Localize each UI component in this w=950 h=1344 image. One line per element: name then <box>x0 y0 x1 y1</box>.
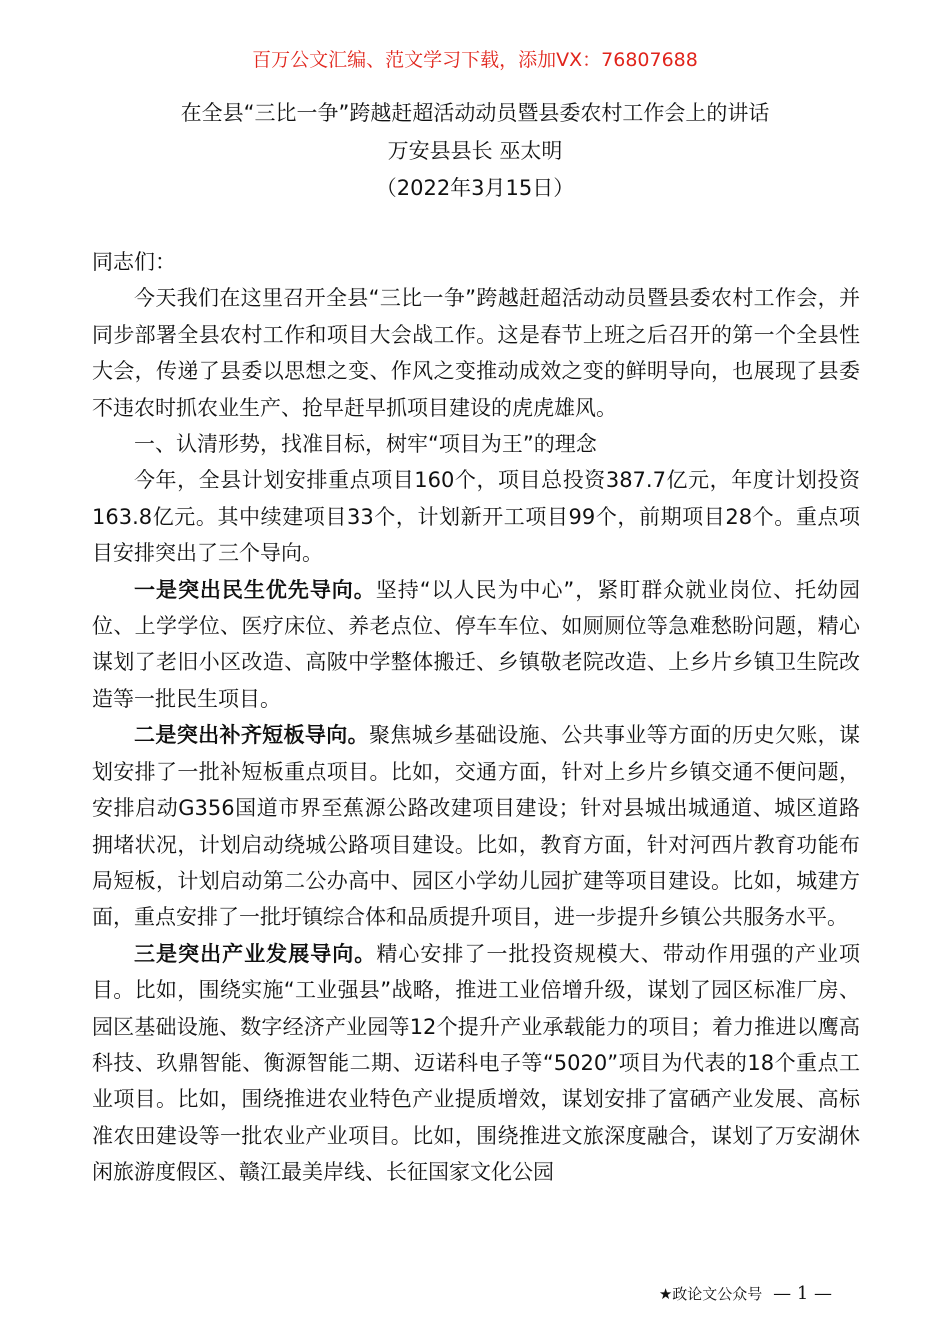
paragraph-livelihood <box>92 572 860 718</box>
section-heading-1: 一、认清形势，找准目标，树牢“项目为王”的理念 <box>134 432 597 457</box>
date-line: （2022年3月15日） <box>375 176 575 200</box>
document-title: 在全县“三比一争”跨越赶超活动动员暨县委农村工作会上的讲话 <box>180 101 770 125</box>
text-shortboard: 聚焦城乡基础设施、公共事业等方面的历史欠账，谋划安排了一批补短板重点项目。比如，交通方面，针对上乡片乡镇交通不便问题，安排启动G356国道市界至蕉源公路改建项目建设；针对县城出城通道、城区道路拥堵状况，计划启动绕城公路项目建设。比如，教育方面，针对河西片教育功能布局短板，计划启动第二公办高中、园区小学幼儿园扩建等项目建设。比如，城建方面，重点安排了一批圩镇综合体和品质提升项目，进一步提升乡镇公共服务水平。 <box>92 723 860 930</box>
lead-shortboard: 二是突出补齐短板导向。 <box>134 723 369 748</box>
lead-industry: 三是突出产业发展导向。 <box>134 941 377 966</box>
lead-livelihood: 一是突出民生优先导向。 <box>134 577 376 602</box>
text-livelihood: 坚持“以人民为中心”，紧盯群众就业岗位、托幼园位、上学学位、医疗床位、养老点位、停车车位、如厕厕位等急难愁盼问题，精心谋划了老旧小区改造、高陂中学整体搬迁、乡镇敬老院改造、上乡片乡镇卫生院改造等一批民生项目。 <box>92 577 860 711</box>
text-industry: 精心安排了一批投资规模大、带动作用强的产业项目。比如，围绕实施“工业强县”战略，推进工业倍增升级，谋划了园区标准厂房、园区基础设施、数字经济产业园等12个提升产业承载能力的项目；着力推进以鹰高科技、玖鼎智能、衡源智能二期、迈诺科电子等“5020”项目为代表的18个重点工业项目。比如，围绕推进农业特色产业提质增效，谋划安排了富硒产业发展、高标准农田建设等一批农业产业项目。比如，围绕推进文旅深度融合，谋划了万安湖休闲旅游度假区、赣江最美岸线、长征国家文化公园 <box>92 941 860 1185</box>
salutation: 同志们： <box>92 250 176 274</box>
footer-source: ★政论文公众号 <box>658 1285 763 1303</box>
document-body <box>92 244 860 1191</box>
paragraph-industry <box>92 936 860 1191</box>
page-number: — 1 — <box>773 1283 832 1304</box>
speaker-line: 万安县县长 巫太明 <box>387 139 563 163</box>
promo-banner: 百万公文汇编、范文学习下载，添加VX：76807688 <box>252 49 698 71</box>
paragraph-project-plan: 今年，全县计划安排重点项目160个，项目总投资387.7亿元，年度计划投资163.8亿元。其中续建项目33个，计划新开工项目99个，前期项目28个。重点项目安排突出了三个导向。 <box>92 468 860 566</box>
paragraph-intro: 今天我们在这里召开全县“三比一争”跨越赶超活动动员暨县委农村工作会，并同步部署全县农村工作和项目大会战工作。这是春节上班之后召开的第一个全县性大会，传递了县委以思想之变、作风之变推动成效之变的鲜明导向，也展现了县委不违农时抓农业生产、抢早赶早抓项目建设的虎虎雄风。 <box>92 286 860 420</box>
page-footer <box>659 1283 832 1305</box>
paragraph-shortboard <box>92 717 860 935</box>
